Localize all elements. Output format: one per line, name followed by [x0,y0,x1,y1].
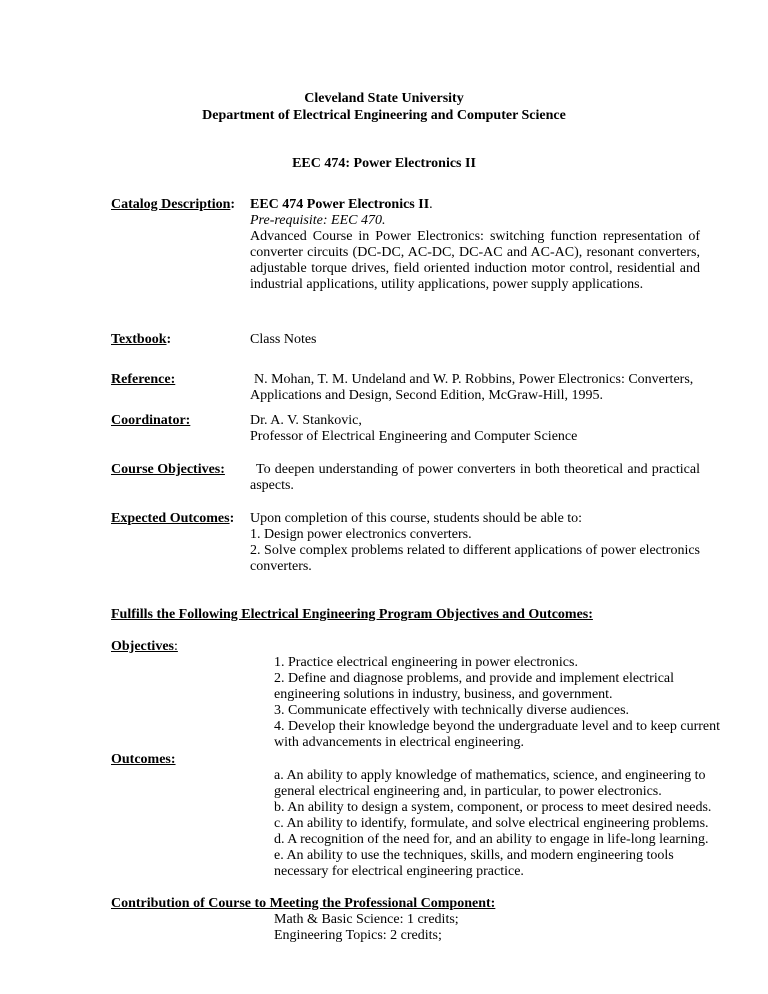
objectives-label: Objectives: [111,639,178,654]
outcomes-label: Outcomes: [111,752,176,767]
coordinator-label: Coordinator: [111,413,191,428]
expected-outcome-item: 2. Solve complex problems related to different applications of power electronics converters. [250,543,700,574]
expected-outcomes-label: Expected Outcomes: [111,511,235,526]
outcome-item: d. A recognition of the need for, and an ability to engage in life-long learning. [274,832,709,847]
objective-item: 3. Communicate effectively with technically diverse audiences. [274,703,630,718]
program-objectives [274,655,724,751]
textbook-value: Class Notes [250,332,317,347]
department-title: Department of Electrical Engineering and Computer Science [202,108,566,123]
expected-outcomes-intro: Upon completion of this course, students should be able to: [250,511,583,526]
catalog-course-name: EEC 474 Power Electronics II [250,197,430,212]
contribution-list [274,912,724,944]
coordinator-title: Professor of Electrical Engineering and Computer Science [250,429,578,444]
contribution-heading: Contribution of Course to Meeting the Professional Component: [111,896,496,911]
outcome-item: b. An ability to design a system, component, or process to meet desired needs. [274,800,712,815]
prereq-label: Pre-requisite [250,213,323,228]
coordinator-name: Dr. A. V. Stankovic, [250,413,362,428]
program-outcomes [274,768,724,880]
textbook-label: Textbook: [111,332,172,347]
objective-item: 2. Define and diagnose problems, and provide and implement electrical engineering solutions in industry, business, and government. [274,671,675,702]
textbook-label-text: Textbook [111,332,167,347]
objective-item: 4. Develop their knowledge beyond the undergraduate level and to keep current with advancements in electrical engineering. [274,719,721,750]
contribution-item: Math & Basic Science: 1 credits; [274,912,459,927]
reference-value: N. Mohan, T. M. Undeland and W. P. Robbins, Power Electronics: Converters, Applications and Design, Second Edition, McGraw-Hill, 1995. [250,372,694,403]
program-heading: Fulfills the Following Electrical Engineering Program Objectives and Outcomes: [111,607,593,622]
course-objectives-value: To deepen understanding of power converters in both theoretical and practical aspects. [250,462,700,493]
objective-item: 1. Practice electrical engineering in power electronics. [274,655,578,670]
expected-outcomes [250,511,700,575]
prereq-value: EEC 470 [331,213,382,228]
catalog-description: EEC 474 Power Electronics II. Pre-requisite: EEC 470. Advanced Course in Power Electronics: switching function representation of converter circuits (DC-DC, AC-DC, DC-AC and AC-AC), resonant converters, adjustable torque drives, field oriented induction motor control, residential and industrial applications, utility applications, power supply applications. [250,197,700,292]
course-objectives-label: Course Objectives: [111,462,225,477]
outcome-item: c. An ability to identify, formulate, and solve electrical engineering problems. [274,816,709,831]
outcome-item: e. An ability to use the techniques, skills, and modern engineering tools necessary for electrical engineering practice. [274,848,674,879]
catalog-text: Advanced Course in Power Electronics: switching function representation of converter circuits (DC-DC, AC-DC, DC-AC and AC-AC), resonant converters, adjustable torque drives, field oriented induction motor control, residential and industrial applications, utility applications, power supply applications. [250,229,700,292]
objectives-label-text: Objectives [111,639,174,654]
university-title: Cleveland State University [304,91,464,106]
coordinator-info [250,413,700,445]
expected-outcomes-label-text: Expected Outcomes [111,511,230,526]
course-title: EEC 474: Power Electronics II [292,156,476,171]
contribution-item: Engineering Topics: 2 credits; [274,928,442,943]
outcome-item: a. An ability to apply knowledge of mathematics, science, and engineering to general electrical engineering and, in particular, to power electronics. [274,768,706,799]
catalog-label: Catalog Description: [111,197,236,212]
reference-label: Reference: [111,372,176,387]
expected-outcome-item: 1. Design power electronics converters. [250,527,472,542]
catalog-label-text: Catalog Description [111,197,231,212]
